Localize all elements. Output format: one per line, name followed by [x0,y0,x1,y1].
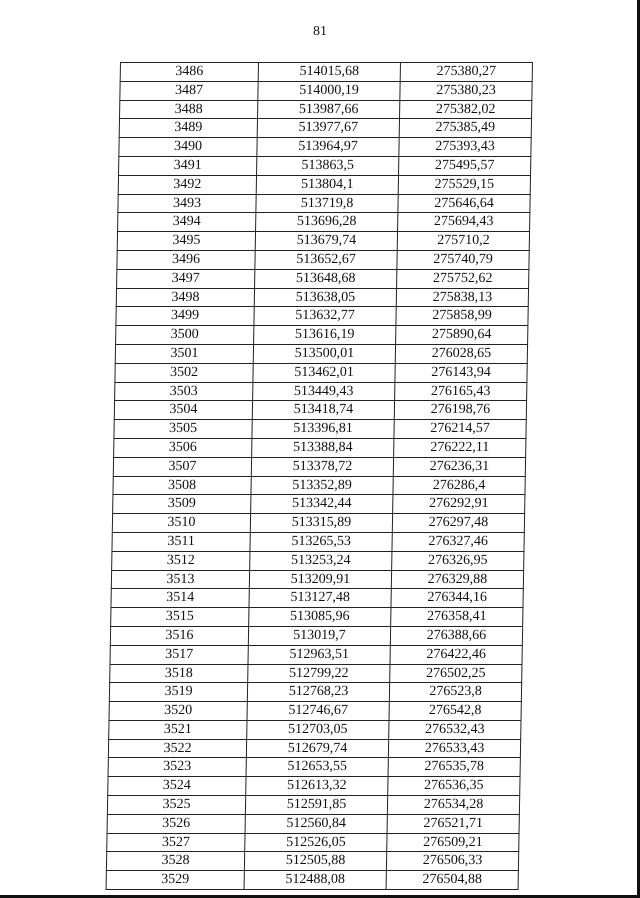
x-coordinate-cell: 513632,77 [254,307,396,326]
point-number-cell: 3504 [114,401,252,420]
x-coordinate-cell: 513863,5 [257,156,399,175]
y-coordinate-cell: 276143,94 [395,363,527,382]
table-row [116,307,528,326]
point-number-cell: 3508 [113,476,251,495]
table-row [109,720,521,739]
x-coordinate-cell: 513696,28 [256,213,398,232]
y-coordinate-cell: 276521,71 [387,814,519,833]
table-row [118,213,530,232]
table-row [108,758,520,777]
y-coordinate-cell: 275495,57 [399,156,531,175]
table-row [113,476,525,495]
point-number-cell: 3498 [116,288,254,307]
y-coordinate-cell: 275393,43 [399,138,531,157]
table-row [107,796,519,815]
point-number-cell: 3487 [120,81,258,100]
x-coordinate-cell: 513315,89 [250,514,392,533]
y-coordinate-cell: 275752,62 [397,269,529,288]
table-row [115,363,527,382]
table-row [106,852,518,871]
point-number-cell: 3486 [120,63,258,82]
x-coordinate-cell: 513352,89 [251,476,393,495]
point-number-cell: 3500 [116,326,254,345]
x-coordinate-cell: 512768,23 [247,683,389,702]
y-coordinate-cell: 276535,78 [388,758,520,777]
table-row [118,175,530,194]
point-number-cell: 3514 [111,589,249,608]
x-coordinate-cell: 512488,08 [244,871,386,890]
point-number-cell: 3529 [106,871,244,890]
table-row [111,608,523,627]
table-row [117,250,529,269]
x-coordinate-cell: 512746,67 [247,702,389,721]
y-coordinate-cell: 275858,99 [396,307,528,326]
y-coordinate-cell: 276388,66 [390,626,522,645]
y-coordinate-cell: 275710,2 [397,232,529,251]
x-coordinate-cell: 513804,1 [256,175,398,194]
point-number-cell: 3525 [107,796,245,815]
point-number-cell: 3492 [118,175,256,194]
y-coordinate-cell: 276028,65 [395,344,527,363]
point-number-cell: 3511 [112,532,250,551]
table-row [107,833,519,852]
table-row [109,683,521,702]
y-coordinate-cell: 276523,8 [389,683,521,702]
table-row [114,420,526,439]
x-coordinate-cell: 514015,68 [258,63,400,82]
y-coordinate-cell: 276329,88 [391,570,523,589]
y-coordinate-cell: 276502,25 [390,664,522,683]
table-row [119,119,531,138]
table-row [110,626,522,645]
y-coordinate-cell: 275838,13 [396,288,528,307]
table-row [112,514,524,533]
y-coordinate-cell: 275380,27 [400,63,532,82]
table-row [118,194,530,213]
table-row [110,645,522,664]
y-coordinate-cell: 276286,4 [393,476,525,495]
y-coordinate-cell: 275694,43 [398,213,530,232]
y-coordinate-cell: 275380,23 [400,81,532,100]
table-row [114,438,526,457]
x-coordinate-cell: 513652,67 [255,250,397,269]
x-coordinate-cell: 513127,48 [249,589,391,608]
point-number-cell: 3497 [117,269,255,288]
table-row [115,382,527,401]
x-coordinate-cell: 512963,51 [248,645,390,664]
point-number-cell: 3506 [114,438,252,457]
table-row [117,232,529,251]
y-coordinate-cell: 275646,64 [398,194,530,213]
point-number-cell: 3527 [107,833,245,852]
point-number-cell: 3513 [111,570,249,589]
table-row [116,288,528,307]
table-row [119,156,531,175]
x-coordinate-cell: 513449,43 [253,382,395,401]
y-coordinate-cell: 276536,35 [388,777,520,796]
point-number-cell: 3493 [118,194,256,213]
x-coordinate-cell: 513418,74 [252,401,394,420]
y-coordinate-cell: 275529,15 [398,175,530,194]
point-number-cell: 3510 [112,514,250,533]
y-coordinate-cell: 276506,33 [386,852,518,871]
y-coordinate-cell: 276509,21 [387,833,519,852]
x-coordinate-cell: 513388,84 [252,438,394,457]
y-coordinate-cell: 276292,91 [393,495,525,514]
point-number-cell: 3489 [119,119,257,138]
y-coordinate-cell: 275740,79 [397,250,529,269]
x-coordinate-cell: 512799,22 [248,664,390,683]
x-coordinate-cell: 513977,67 [257,119,399,138]
table-row [108,739,520,758]
table-row [113,495,525,514]
x-coordinate-cell: 513648,68 [255,269,397,288]
x-coordinate-cell: 513462,01 [253,363,395,382]
point-number-cell: 3523 [108,758,246,777]
y-coordinate-cell: 276504,88 [386,871,518,890]
point-number-cell: 3502 [115,363,253,382]
y-coordinate-cell: 275890,64 [396,326,528,345]
point-number-cell: 3528 [106,852,244,871]
y-coordinate-cell: 276326,95 [392,551,524,570]
table-row [116,326,528,345]
table-row [117,269,529,288]
point-number-cell: 3522 [108,739,246,758]
x-coordinate-cell: 512613,32 [246,777,388,796]
x-coordinate-cell: 513019,7 [248,626,390,645]
table-row [112,532,524,551]
x-coordinate-cell: 513987,66 [258,100,400,119]
point-number-cell: 3501 [115,344,253,363]
point-number-cell: 3496 [117,250,255,269]
table-row [111,589,523,608]
point-number-cell: 3505 [114,420,252,439]
coordinates-table-body [106,63,532,890]
table-row [120,100,532,119]
y-coordinate-cell: 276236,31 [393,457,525,476]
point-number-cell: 3495 [117,232,255,251]
x-coordinate-cell: 512703,05 [247,720,389,739]
y-coordinate-cell: 276198,76 [394,401,526,420]
x-coordinate-cell: 512526,05 [245,833,387,852]
y-coordinate-cell: 276344,16 [391,589,523,608]
point-number-cell: 3509 [113,495,251,514]
table-row [107,814,519,833]
table-row [106,871,518,890]
point-number-cell: 3517 [110,645,248,664]
x-coordinate-cell: 512653,55 [246,758,388,777]
x-coordinate-cell: 513342,44 [251,495,393,514]
point-number-cell: 3516 [110,626,248,645]
point-number-cell: 3519 [109,683,247,702]
x-coordinate-cell: 513085,96 [249,608,391,627]
y-coordinate-cell: 276532,43 [389,720,521,739]
x-coordinate-cell: 513209,91 [249,570,391,589]
point-number-cell: 3490 [119,138,257,157]
x-coordinate-cell: 513265,53 [250,532,392,551]
table-row [120,81,532,100]
table-row [109,702,521,721]
x-coordinate-cell: 512591,85 [245,796,387,815]
y-coordinate-cell: 276222,11 [394,438,526,457]
point-number-cell: 3507 [113,457,251,476]
point-number-cell: 3512 [112,551,250,570]
y-coordinate-cell: 276327,46 [392,532,524,551]
table-row [108,777,520,796]
y-coordinate-cell: 275382,02 [400,100,532,119]
y-coordinate-cell: 276358,41 [391,608,523,627]
x-coordinate-cell: 512505,88 [244,852,386,871]
point-number-cell: 3521 [109,720,247,739]
point-number-cell: 3520 [109,702,247,721]
table-row [120,63,532,82]
x-coordinate-cell: 513679,74 [255,232,397,251]
x-coordinate-cell: 514000,19 [258,81,400,100]
x-coordinate-cell: 513638,05 [254,288,396,307]
table-row [111,570,523,589]
y-coordinate-cell: 276214,57 [394,420,526,439]
point-number-cell: 3488 [120,100,258,119]
x-coordinate-cell: 513396,81 [252,420,394,439]
x-coordinate-cell: 513616,19 [254,326,396,345]
table-row [114,401,526,420]
table-row [119,138,531,157]
y-coordinate-cell: 276542,8 [389,702,521,721]
x-coordinate-cell: 513964,97 [257,138,399,157]
point-number-cell: 3524 [108,777,246,796]
table-row [110,664,522,683]
coordinates-table [106,62,533,890]
y-coordinate-cell: 276422,46 [390,645,522,664]
point-number-cell: 3503 [115,382,253,401]
x-coordinate-cell: 512560,84 [245,814,387,833]
x-coordinate-cell: 513500,01 [253,344,395,363]
table-row [112,551,524,570]
x-coordinate-cell: 513378,72 [251,457,393,476]
point-number-cell: 3526 [107,814,245,833]
point-number-cell: 3494 [118,213,256,232]
table-row [113,457,525,476]
page-number: 81 [313,24,327,39]
point-number-cell: 3515 [111,608,249,627]
y-coordinate-cell: 276534,28 [387,796,519,815]
x-coordinate-cell: 512679,74 [246,739,388,758]
x-coordinate-cell: 513719,8 [256,194,398,213]
y-coordinate-cell: 276533,43 [388,739,520,758]
y-coordinate-cell: 276165,43 [395,382,527,401]
point-number-cell: 3491 [119,156,257,175]
y-coordinate-cell: 275385,49 [399,119,531,138]
point-number-cell: 3518 [110,664,248,683]
y-coordinate-cell: 276297,48 [392,514,524,533]
table-row [115,344,527,363]
x-coordinate-cell: 513253,24 [250,551,392,570]
point-number-cell: 3499 [116,307,254,326]
